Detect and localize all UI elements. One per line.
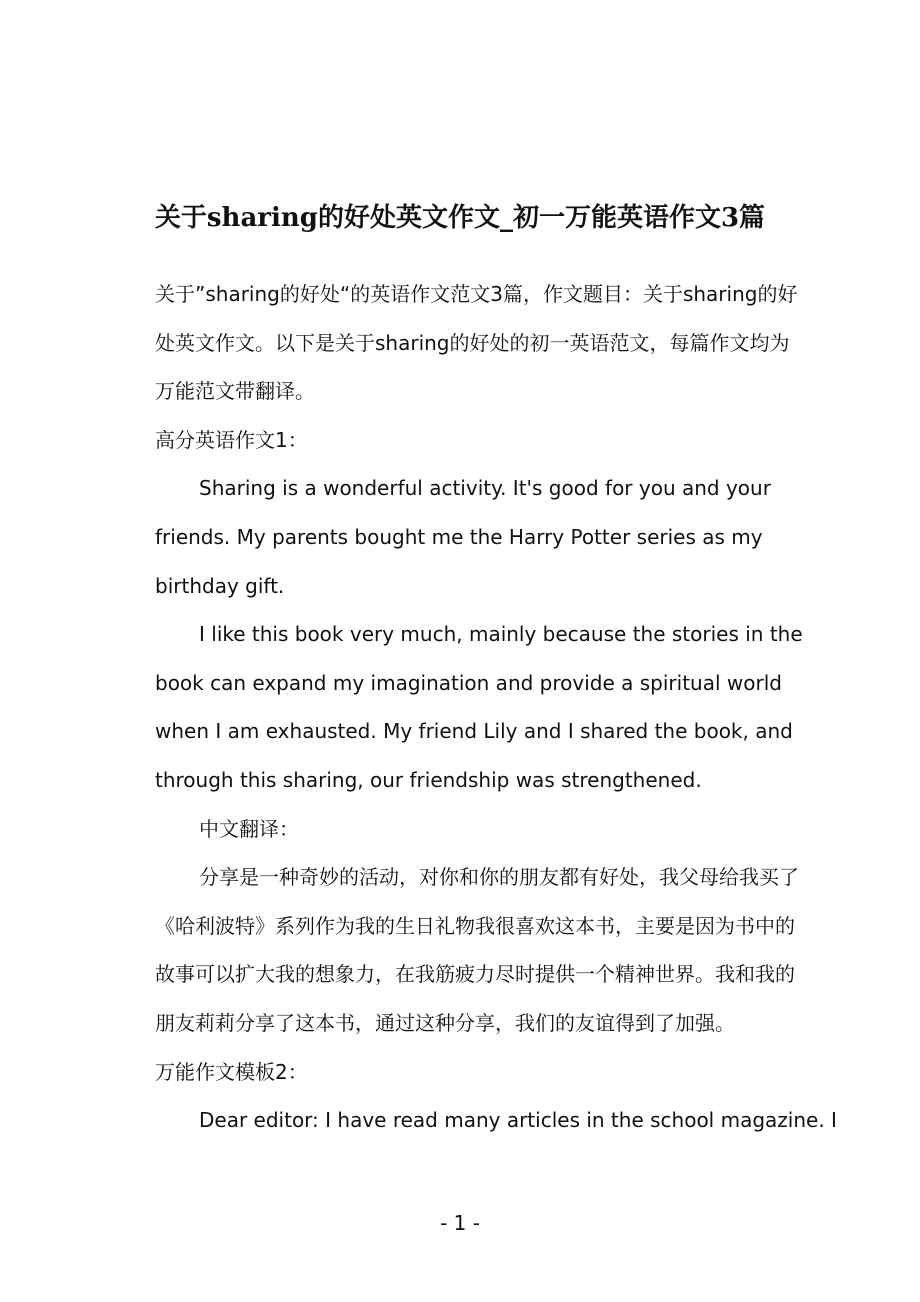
section-heading-2: 万能作文模板2： bbox=[155, 1059, 308, 1084]
essay-paragraph-3: Dear editor: I have read many articles in the school magazine. I bbox=[199, 1108, 837, 1133]
essay-paragraph-2: I like this book very much, mainly because the stories in the book can expand my imagination and provide a spiritual world when I am exhausted. My friend Lily and I shared the book, and through this sharing, our friendship was strengthened. bbox=[155, 622, 803, 792]
translation-heading: 中文翻译： bbox=[199, 816, 299, 841]
intro-paragraph: 关于”sharing的好处“的英语作文范文3篇，作文题目：关于sharing的好处英文作文。以下是关于sharing的好处的初一英语范文，每篇作文均为万能范文带翻译。 bbox=[155, 282, 798, 404]
document-body bbox=[155, 270, 837, 1145]
essay-paragraph-1: Sharing is a wonderful activity. It's good for you and your friends. My parents bought me the Harry Potter series as my birthday gift. bbox=[155, 476, 771, 598]
section-heading-1: 高分英语作文1： bbox=[155, 427, 308, 452]
document-title: 关于sharing的好处英文作文_初一万能英语作文3篇 bbox=[154, 203, 766, 233]
page-number: - 1 - bbox=[440, 1211, 480, 1235]
translation-paragraph: 分享是一种奇妙的活动，对你和你的朋友都有好处，我父母给我买了《哈利波特》系列作为我的生日礼物我很喜欢这本书，主要是因为书中的故事可以扩大我的想象力，在我筋疲力尽时提供一个精神世界。我和我的朋友莉莉分享了这本书，通过这种分享，我们的友谊得到了加强。 bbox=[155, 865, 799, 1035]
